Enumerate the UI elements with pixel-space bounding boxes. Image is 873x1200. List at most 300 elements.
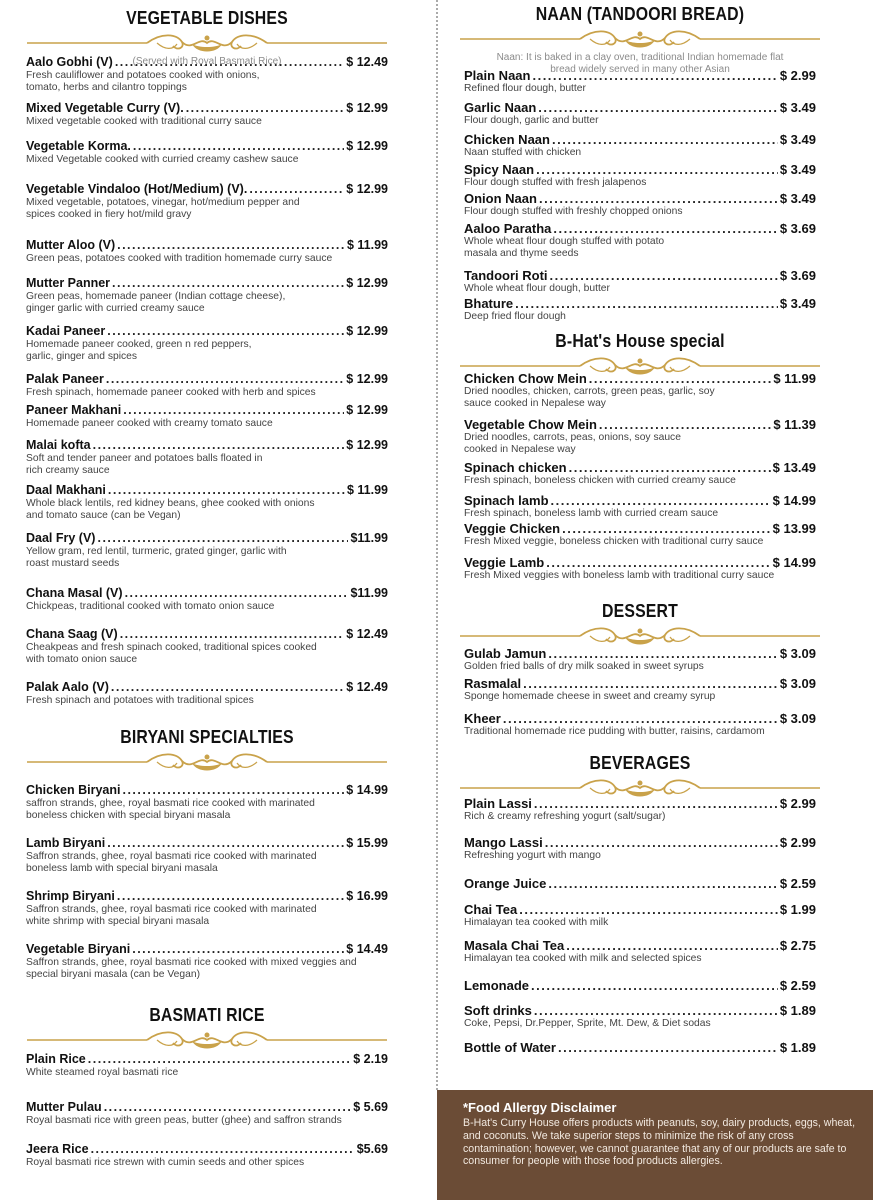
menu-item-description: Yellow gram, red lentil, turmeric, grated ginger, garlic with roast mustard seeds (26, 546, 287, 569)
menu-item-name: Chicken Naan (464, 132, 550, 147)
menu-item-description: Deep fried flour dough (464, 311, 566, 322)
dot-leader (515, 296, 778, 311)
menu-item-description: Fresh cauliflower and potatoes cooked with onions, tomato, herbs and cilantro toppings (26, 70, 260, 93)
menu-item-line (26, 1100, 388, 1115)
allergy-disclaimer (437, 1090, 873, 1200)
menu-item-line (464, 902, 816, 917)
menu-item-price: $ 14.49 (346, 942, 388, 956)
menu-item-price: $11.99 (350, 531, 388, 545)
dot-leader (552, 132, 778, 147)
menu-item-name: Plain Rice (26, 1052, 86, 1066)
menu-item-name: Orange Juice (464, 876, 547, 891)
menu-item (464, 460, 816, 487)
menu-item-name: Gulab Jamun (464, 646, 547, 661)
dot-leader (548, 646, 777, 661)
menu-item-price: $ 3.49 (779, 191, 816, 206)
dot-leader (503, 711, 778, 726)
menu-item-description: Fresh spinach, homemade paneer cooked with herb and spices (26, 387, 316, 398)
basmati-rice-header (22, 1005, 392, 1051)
menu-item-line (464, 191, 816, 206)
menu-item (26, 586, 388, 613)
menu-item-name: Chicken Biryani (26, 783, 121, 797)
menu-item-line (464, 100, 816, 115)
menu-item (464, 876, 816, 891)
menu-item-line (464, 417, 816, 432)
menu-item (464, 978, 816, 993)
naan-header (460, 4, 820, 76)
menu-item-description: Whole wheat flour dough stuffed with potato masala and thyme seeds (464, 236, 665, 259)
menu-item-price: $ 2.99 (779, 835, 816, 850)
menu-item-price: $ 2.59 (779, 876, 816, 891)
menu-item-price: $ 12.49 (346, 680, 388, 694)
dot-leader (545, 835, 778, 850)
dot-leader (599, 417, 771, 432)
menu-item (26, 680, 388, 707)
menu-item-line (464, 68, 816, 83)
menu-item-price: $ 12.99 (346, 372, 388, 386)
dot-leader (122, 783, 344, 798)
menu-item-name: Spinach lamb (464, 493, 549, 508)
menu-item-line (26, 1052, 388, 1067)
menu-item (464, 417, 816, 456)
section-note: (Served with Royal Basmati Rice) (132, 56, 282, 67)
dot-leader (548, 876, 777, 891)
menu-item (26, 531, 388, 570)
menu-item-name: Aaloo Paratha (464, 221, 552, 236)
section-title: DESSERT (601, 601, 679, 621)
menu-item (464, 1040, 816, 1055)
menu-item-name: Chai Tea (464, 902, 518, 917)
menu-item-name: Mutter Panner (26, 276, 111, 290)
dot-leader (249, 182, 344, 197)
menu-item-price: $ 2.75 (779, 938, 816, 953)
menu-item-description: Green peas, homemade paneer (Indian cottage cheese), ginger garlic with curried creamy sauce (26, 291, 286, 314)
menu-item-name: Plain Lassi (464, 796, 532, 811)
menu-item-price: $ 14.99 (346, 783, 388, 797)
menu-item-description: Fresh spinach, boneless lamb with curried cream sauce (464, 508, 719, 519)
menu-item-name: Masala Chai Tea (464, 938, 565, 953)
menu-item-price: $ 3.09 (779, 676, 816, 691)
menu-item (464, 296, 816, 323)
menu-item-name: Chicken Chow Mein (464, 371, 587, 386)
dot-leader (566, 938, 778, 953)
menu-item-name: Spinach chicken (464, 460, 567, 475)
menu-item-price: $ 12.99 (346, 139, 388, 153)
section-title: BASMATI RICE (149, 1005, 265, 1025)
dot-leader (120, 627, 345, 642)
menu-item-price: $ 3.49 (779, 296, 816, 311)
menu-item-name: Paneer Makhani (26, 403, 122, 417)
menu-item-description: Royal basmati rice strewn with cumin seeds and other spices (26, 1157, 305, 1168)
allergy-text: B-Hat's Curry House offers products with peanuts, soy, dairy products, eggs, wheat, and coconuts. We take superior steps to minimize the risk of any cross contamination; however, we cannot guarantee that any of our products are safe to consumer for people with those food products allergies. (463, 1117, 856, 1168)
menu-item-line (26, 531, 388, 546)
menu-item-line (26, 101, 388, 116)
menu-item-name: Kheer (464, 711, 501, 726)
menu-item-description: Dried noodles, chicken, carrots, green peas, garlic, soy sauce cooked in Nepalese way (464, 386, 715, 409)
allergy-title: *Food Allergy Disclaimer (463, 1100, 617, 1115)
menu-item-price: $ 15.99 (346, 836, 388, 850)
menu-item-description: Flour dough stuffed with fresh jalapenos (464, 177, 647, 188)
menu-item (26, 372, 388, 399)
ornament-divider (27, 751, 387, 773)
menu-item (26, 942, 388, 981)
menu-item-price: $ 3.09 (779, 646, 816, 661)
menu-item-description: Homemade paneer cooked, green n red peppers, garlic, ginger and spices (26, 339, 252, 362)
menu-item-line (464, 978, 816, 993)
menu-item-description: Golden fried balls of dry milk soaked in sweet syrups (464, 661, 704, 672)
menu-item-name: Mixed Vegetable Curry (V). (26, 101, 184, 115)
menu-item (464, 938, 816, 965)
menu-item (26, 889, 388, 928)
menu-item-price: $ 12.49 (346, 55, 388, 69)
menu-item-name: Tandoori Roti (464, 268, 548, 283)
menu-item-description: Mixed vegetable, potatoes, vinegar, hot/medium pepper and spices cooked in fiery hot/mild gravy (26, 197, 300, 220)
dot-leader (106, 372, 344, 387)
menu-item-price: $ 1.99 (779, 902, 816, 917)
menu-item-price: $ 16.99 (346, 889, 388, 903)
dot-leader (117, 889, 344, 904)
menu-item (464, 221, 816, 260)
menu-item (464, 711, 816, 738)
menu-item (26, 627, 388, 666)
menu-item (26, 483, 388, 522)
menu-item (464, 68, 816, 95)
menu-item-description: Mixed vegetable cooked with traditional curry sauce (26, 116, 262, 127)
menu-item-description: Soft and tender paneer and potatoes balls floated in rich creamy sauce (26, 453, 263, 476)
dessert-header (460, 601, 820, 647)
menu-item-description: Flour dough, garlic and butter (464, 115, 599, 126)
menu-item-description: Fresh spinach and potatoes with traditional spices (26, 695, 254, 706)
menu-item-name: Palak Paneer (26, 372, 104, 386)
menu-item-description: Flour dough stuffed with freshly chopped onions (464, 206, 683, 217)
menu-item-description: Coke, Pepsi, Dr.Pepper, Sprite, Mt. Dew, & Diet sodas (464, 1018, 711, 1029)
menu-item-description: Whole black lentils, red kidney beans, ghee cooked with onions and tomato sauce (can be Vegan) (26, 498, 315, 521)
dot-leader (133, 139, 344, 154)
menu-item-description: Naan stuffed with chicken (464, 147, 582, 158)
menu-item (464, 191, 816, 218)
menu-item-line (464, 132, 816, 147)
menu-item-description: Royal basmati rice with green peas, butter (ghee) and saffron strands (26, 1115, 342, 1126)
menu-item-name: Veggie Chicken (464, 521, 561, 536)
dot-leader (115, 55, 344, 70)
menu-item (26, 182, 388, 221)
menu-item-name: Chana Saag (V) (26, 627, 118, 641)
menu-item-line (464, 676, 816, 691)
dot-leader (123, 403, 344, 418)
menu-item-price: $ 12.99 (346, 101, 388, 115)
menu-item-description: Saffron strands, ghee, royal basmati rice cooked with marinated boneless lamb with special biryani masala (26, 851, 317, 874)
menu-item-line (26, 836, 388, 851)
dot-leader (91, 1142, 355, 1157)
menu-item-description: Fresh Mixed veggie, boneless chicken with traditional curry sauce (464, 536, 764, 547)
dot-leader (97, 531, 348, 546)
menu-item-price: $ 3.69 (779, 221, 816, 236)
menu-item-name: Lemonade (464, 978, 530, 993)
dot-leader (536, 162, 778, 177)
beverages-header (460, 753, 820, 799)
menu-item-price: $ 5.69 (353, 1100, 388, 1114)
dot-leader (112, 276, 344, 291)
menu-item-price: $ 2.99 (779, 68, 816, 83)
menu-item-line (464, 371, 816, 386)
menu-item (464, 902, 816, 929)
menu-item-price: $ 1.89 (779, 1003, 816, 1018)
menu-item-description: Green peas, potatoes cooked with tradition homemade curry sauce (26, 253, 333, 264)
dot-leader (551, 493, 771, 508)
menu-item-name: Daal Makhani (26, 483, 106, 497)
menu-item-price: $ 3.69 (779, 268, 816, 283)
menu-item-description: Dried noodles, carrots, peas, onions, soy sauce cooked in Nepalese way (464, 432, 681, 455)
column-divider (436, 0, 438, 1090)
menu-item-line (464, 555, 816, 570)
menu-item (26, 139, 388, 166)
menu-item-name: Daal Fry (V) (26, 531, 96, 545)
ornament-divider (27, 1029, 387, 1051)
menu-item-price: $ 3.49 (779, 100, 816, 115)
menu-item (464, 268, 816, 295)
menu-item-price: $ 12.99 (346, 438, 388, 452)
menu-item-line (464, 268, 816, 283)
menu-item (26, 1100, 388, 1127)
dot-leader (104, 1100, 352, 1115)
menu-item-name: Mango Lassi (464, 835, 543, 850)
dot-leader (553, 221, 777, 236)
menu-item-line (26, 783, 388, 798)
menu-item-line (464, 493, 816, 508)
dot-leader (186, 101, 345, 116)
menu-item (26, 324, 388, 363)
menu-item (26, 438, 388, 477)
dot-leader (546, 555, 770, 570)
menu-item (464, 100, 816, 127)
dot-leader (108, 483, 345, 498)
menu-item (464, 676, 816, 703)
menu-item-name: Garlic Naan (464, 100, 537, 115)
dot-leader (107, 324, 344, 339)
menu-item-description: Chickpeas, traditional cooked with tomato onion sauce (26, 601, 275, 612)
menu-item-line (26, 139, 388, 154)
biryani-header (22, 727, 392, 773)
menu-item-line (26, 586, 388, 601)
menu-item (464, 371, 816, 410)
menu-item-name: Jeera Rice (26, 1142, 89, 1156)
menu-item (464, 796, 816, 823)
menu-item-name: Malai kofta (26, 438, 91, 452)
menu-item-name: Chana Masal (V) (26, 586, 123, 600)
menu-item-price: $ 11.99 (346, 238, 388, 252)
menu-item-line (464, 938, 816, 953)
menu-item-price: $5.69 (356, 1142, 388, 1156)
section-note: Naan: It is baked in a clay oven, traditional Indian homemade flat bread widely served in many other Asian (496, 52, 784, 75)
menu-item (26, 101, 388, 128)
menu-item-price: $ 11.39 (773, 417, 816, 432)
menu-item-line (464, 460, 816, 475)
menu-item-name: Plain Naan (464, 68, 531, 83)
menu-item-line (26, 238, 388, 253)
menu-item-price: $ 12.99 (346, 276, 388, 290)
dot-leader (562, 521, 771, 536)
menu-item-line (26, 182, 388, 197)
menu-item-price: $ 11.99 (773, 371, 816, 386)
menu-item-name: Rasmalal (464, 676, 522, 691)
menu-item-name: Onion Naan (464, 191, 537, 206)
menu-item-description: Homemade paneer cooked with creamy tomato sauce (26, 418, 273, 429)
ornament-divider (27, 32, 387, 54)
menu-item-price: $ 13.49 (772, 460, 816, 475)
menu-item-description: Fresh spinach, boneless chicken with curried creamy sauce (464, 475, 736, 486)
menu-item-price: $ 2.19 (353, 1052, 388, 1066)
menu-item-line (26, 438, 388, 453)
dot-leader (523, 676, 778, 691)
menu-item-line (26, 403, 388, 418)
menu-item-price: $11.99 (350, 586, 388, 600)
menu-item-name: Vegetable Vindaloo (Hot/Medium) (V). (26, 182, 248, 196)
menu-item (464, 162, 816, 189)
menu-item-line (464, 646, 816, 661)
dot-leader (117, 238, 345, 253)
menu-item-name: Mutter Pulau (26, 1100, 102, 1114)
dot-leader (93, 438, 345, 453)
dot-leader (519, 902, 778, 917)
menu-item (464, 646, 816, 673)
dot-leader (88, 1052, 351, 1067)
menu-item-line (26, 680, 388, 695)
menu-item-name: Mutter Aloo (V) (26, 238, 116, 252)
menu-item-price: $ 11.99 (346, 483, 388, 497)
menu-item (26, 276, 388, 315)
menu-item-description: saffron strands, ghee, royal basmati rice cooked with marinated boneless chicken with special biryani masala (26, 798, 315, 821)
menu-item-name: Palak Aalo (V) (26, 680, 109, 694)
menu-item-line (464, 796, 816, 811)
section-title: NAAN (TANDOORI BREAD) (535, 4, 745, 24)
menu-item-price: $ 13.99 (772, 521, 816, 536)
menu-item-description: Mixed Vegetable cooked with curried creamy cashew sauce (26, 154, 299, 165)
menu-item-line (464, 1040, 816, 1055)
menu-item-line (464, 162, 816, 177)
menu-item-price: $ 2.59 (779, 978, 816, 993)
dot-leader (550, 268, 778, 283)
menu-item-name: Bhature (464, 296, 514, 311)
dot-leader (125, 586, 349, 601)
menu-item-name: Lamb Biryani (26, 836, 106, 850)
menu-item (26, 1142, 388, 1169)
menu-item-price: $ 12.49 (346, 627, 388, 641)
dot-leader (111, 680, 344, 695)
menu-item-description: Cheakpeas and fresh spinach cooked, traditional spices cooked with tomato onion sauce (26, 642, 317, 665)
menu-item (26, 1052, 388, 1079)
menu-item-name: Vegetable Chow Mein (464, 417, 597, 432)
ornament-divider (460, 625, 820, 647)
menu-item (26, 783, 388, 822)
section-title: B-Hat's House special (555, 331, 725, 351)
menu-item (464, 132, 816, 159)
menu-item (464, 835, 816, 862)
menu-item-price: $ 12.99 (346, 403, 388, 417)
menu-item-price: $ 14.99 (772, 493, 816, 508)
menu-item-line (464, 876, 816, 891)
menu-item-description: Whole wheat flour dough, butter (464, 283, 610, 294)
menu-item-line (464, 1003, 816, 1018)
menu-item (464, 555, 816, 582)
menu-item-line (26, 55, 388, 70)
menu-item (464, 493, 816, 520)
dot-leader (532, 68, 777, 83)
menu-item (464, 521, 816, 548)
menu-item-description: Himalayan tea cooked with milk and selected spices (464, 953, 702, 964)
menu-item (26, 403, 388, 430)
menu-item-line (26, 372, 388, 387)
menu-item (26, 238, 388, 265)
menu-item-line (26, 324, 388, 339)
menu-item-name: Spicy Naan (464, 162, 535, 177)
menu-item-price: $ 14.99 (772, 555, 816, 570)
menu-item-description: Fresh Mixed veggies with boneless lamb with traditional curry sauce (464, 570, 775, 581)
menu-item-price: $ 12.99 (346, 182, 388, 196)
dot-leader (558, 1040, 778, 1055)
menu-item-description: Rich & creamy refreshing yogurt (salt/sugar) (464, 811, 666, 822)
menu-item-price: $ 3.49 (779, 132, 816, 147)
menu-item-description: Traditional homemade rice pudding with butter, raisins, cardamom (464, 726, 765, 737)
menu-item-name: Soft drinks (464, 1003, 532, 1018)
section-title: BEVERAGES (589, 753, 691, 773)
dot-leader (538, 100, 778, 115)
dot-leader (589, 371, 772, 386)
menu-item-name: Shrimp Biryani (26, 889, 115, 903)
dot-leader (107, 836, 344, 851)
menu-item-line (464, 711, 816, 726)
ornament-divider (460, 28, 820, 50)
section-title: VEGETABLE DISHES (126, 8, 288, 28)
menu-item-line (464, 221, 816, 236)
menu-item-description: Himalayan tea cooked with milk (464, 917, 609, 928)
menu-item (26, 55, 388, 94)
menu-item-line (464, 296, 816, 311)
menu-item-description: Refreshing yogurt with mango (464, 850, 601, 861)
dot-leader (569, 460, 771, 475)
menu-item-line (26, 1142, 388, 1157)
menu-item-description: Refined flour dough, butter (464, 83, 586, 94)
dot-leader (539, 191, 778, 206)
dot-leader (132, 942, 344, 957)
menu-item-name: Kadai Paneer (26, 324, 106, 338)
menu-item-price: $ 1.89 (779, 1040, 816, 1055)
menu-item (26, 836, 388, 875)
menu-item-line (26, 276, 388, 291)
menu-item-description: White steamed royal basmati rice (26, 1067, 179, 1078)
dot-leader (534, 796, 778, 811)
menu-item-line (26, 627, 388, 642)
menu-item-line (26, 483, 388, 498)
menu-item-line (464, 835, 816, 850)
menu-item-description: Sponge homemade cheese in sweet and creamy syrup (464, 691, 716, 702)
menu-item-line (26, 942, 388, 957)
menu-item-price: $ 12.99 (346, 324, 388, 338)
section-title: BIRYANI SPECIALTIES (120, 727, 294, 747)
dot-leader (534, 1003, 778, 1018)
menu-item-price: $ 2.99 (779, 796, 816, 811)
menu-item-description: Saffron strands, ghee, royal basmati rice cooked with mixed veggies and special biryani masala (can be Vegan) (26, 957, 357, 980)
menu-item-name: Vegetable Biryani (26, 942, 131, 956)
menu-item-name: Veggie Lamb (464, 555, 545, 570)
menu-item-line (26, 889, 388, 904)
menu-item-price: $ 3.49 (779, 162, 816, 177)
menu-item-name: Vegetable Korma. (26, 139, 131, 153)
menu-item-name: Aalo Gobhi (V) (26, 55, 113, 69)
dot-leader (531, 978, 778, 993)
menu-item-price: $ 3.09 (779, 711, 816, 726)
menu-item-description: Saffron strands, ghee, royal basmati rice cooked with marinated white shrimp with special biryani masala (26, 904, 317, 927)
menu-item (464, 1003, 816, 1030)
